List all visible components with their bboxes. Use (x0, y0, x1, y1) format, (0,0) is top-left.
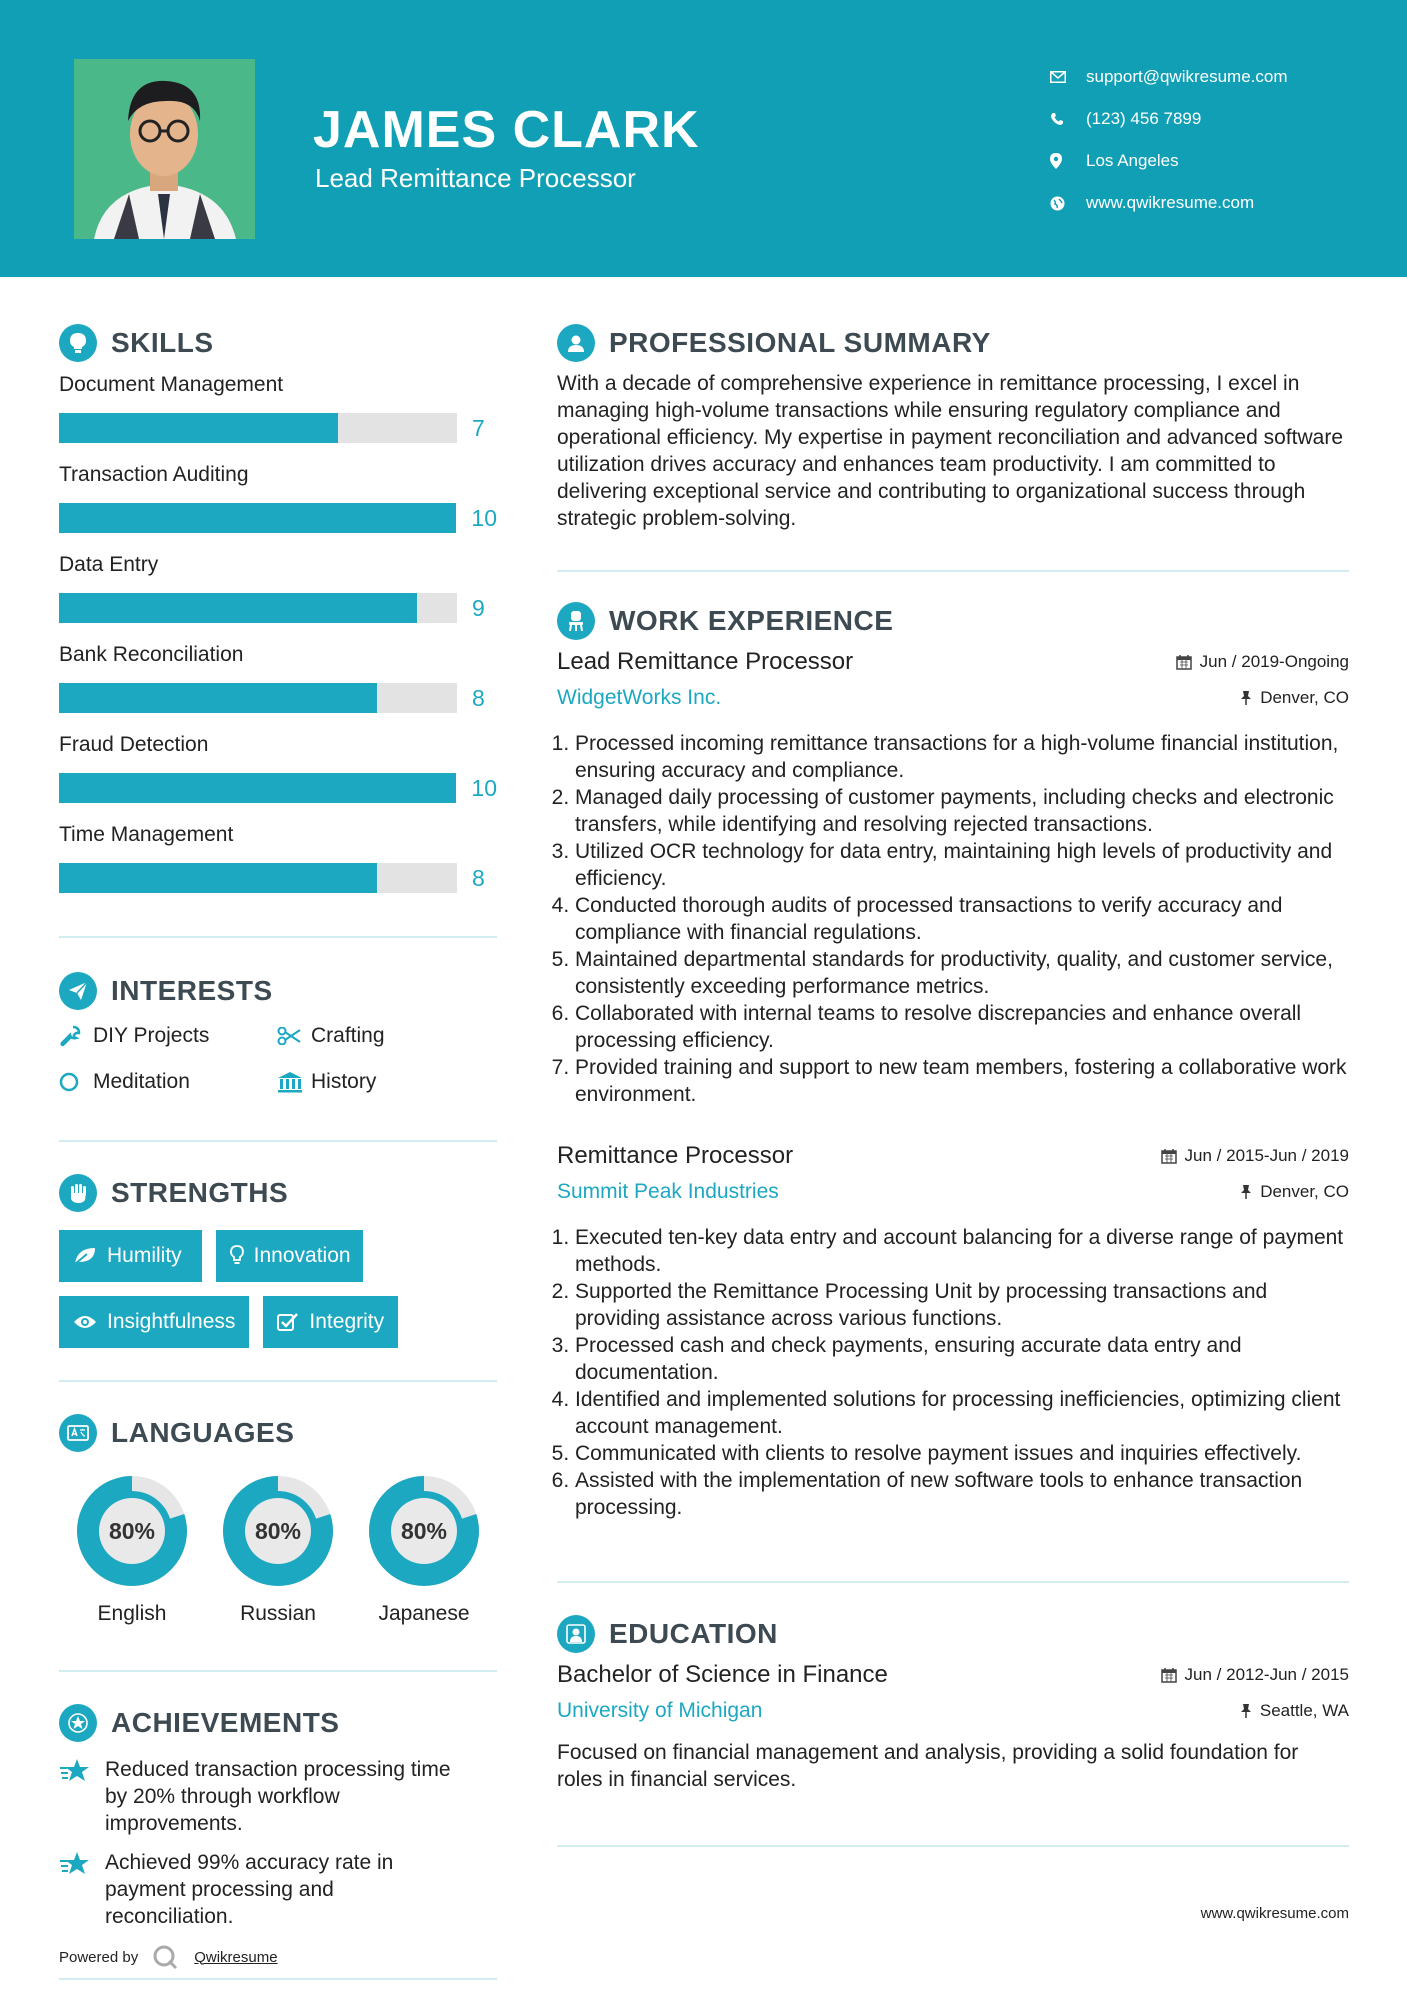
strength-chip: Humility (59, 1230, 202, 1282)
skill-item (59, 730, 497, 816)
job-title: Lead Remittance Processor (557, 648, 854, 675)
duty-item: 3. Utilized OCR technology for data entry, maintaining high levels of productivity and efficiency. (575, 838, 1349, 892)
scissors-icon (277, 1027, 311, 1045)
language-name: Russian (240, 1602, 316, 1625)
section-divider (557, 570, 1349, 572)
star-badge-icon (59, 1704, 97, 1742)
experience-heading: WORK EXPERIENCE (557, 598, 1349, 644)
lightbulb-icon (59, 324, 97, 362)
resume-header (0, 0, 1407, 277)
school-name: University of Michigan (557, 1699, 763, 1722)
duty-item: 4. Conducted thorough audits of processed transactions to verify accuracy and compliance with financial regulations. (575, 892, 1349, 946)
duty-item: 3. Processed cash and check payments, ensuring accurate data entry and documentation. (575, 1332, 1349, 1386)
candidate-name: JAMES CLARK (313, 101, 700, 159)
calendar-icon (1161, 1667, 1177, 1683)
language-gauge (71, 1470, 193, 1592)
phone-icon (1050, 112, 1086, 126)
star-icon (59, 1849, 105, 1930)
skill-bar (59, 773, 456, 803)
duty-item: 1. Executed ten-key data entry and account balancing for a diverse range of payment methods. (575, 1224, 1349, 1278)
leaf-icon (73, 1246, 97, 1266)
powered-by-link[interactable]: Qwikresume (194, 1948, 278, 1966)
skill-value: 10 (471, 774, 497, 801)
company-name: WidgetWorks Inc. (557, 686, 722, 709)
skills-list (59, 370, 497, 906)
duty-item: 2. Supported the Remittance Processing Unit by processing transactions and providing assistance across various functions. (575, 1278, 1349, 1332)
section-divider (557, 1845, 1349, 1847)
duty-item: 1. Processed incoming remittance transactions for a high-volume financial institution, ensuring accuracy and compliance. (575, 730, 1349, 784)
skill-item (59, 640, 497, 726)
section-divider (59, 1978, 497, 1980)
languages-heading: LANGUAGES (59, 1410, 497, 1456)
star-icon (59, 1756, 105, 1837)
strength-chip: Innovation (216, 1230, 363, 1282)
education-entry (557, 1657, 1349, 1793)
duties-list (557, 730, 1349, 1108)
section-divider (59, 1670, 497, 1672)
interest-item: History (277, 1064, 477, 1100)
language-item (205, 1470, 351, 1626)
skill-value: 10 (471, 504, 497, 531)
job-location: Denver, CO (1240, 688, 1349, 708)
strengths-list (59, 1230, 497, 1348)
skill-bar (59, 503, 456, 533)
skill-value: 9 (472, 594, 485, 621)
skill-name: Fraud Detection (59, 733, 209, 756)
right-column (557, 320, 1349, 1847)
job-entry (557, 644, 1349, 1108)
job-date: Jun / 2015-Jun / 2019 (1161, 1146, 1349, 1166)
calendar-icon (1161, 1148, 1177, 1164)
skill-value: 7 (472, 414, 485, 441)
candidate-title: Lead Remittance Processor (315, 163, 636, 193)
job-title: Remittance Processor (557, 1142, 794, 1169)
section-divider (59, 1380, 497, 1382)
duty-item: 2. Managed daily processing of customer payments, including checks and electronic transfers, while identifying and resolving rejected transactions. (575, 784, 1349, 838)
eye-icon (73, 1314, 97, 1330)
summary-text: With a decade of comprehensive experience in remittance processing, I excel in managing high-volume transactions while ensuring regulatory compliance and operational efficiency. My expertise in payment reconciliation and advanced software utilization drives accuracy and enhances team productivity. I am committed to delivering exceptional service and contributing to organizational success through strategic problem-solving. (557, 372, 1343, 530)
summary-heading: PROFESSIONAL SUMMARY (557, 320, 1349, 366)
skill-bar (59, 863, 457, 893)
svg-text:80%: 80% (108, 1518, 156, 1544)
strength-chip: Integrity (263, 1296, 398, 1348)
qwikresume-logo-icon (152, 1944, 180, 1970)
language-gauge (217, 1470, 339, 1592)
achievement-item: Reduced transaction processing time by 20% through workflow improvements. (59, 1756, 497, 1837)
language-item (351, 1470, 497, 1626)
calendar-icon (1176, 654, 1192, 670)
duty-item: 5. Communicated with clients to resolve payment issues and inquiries effectively. (575, 1440, 1349, 1467)
achievements-list (59, 1756, 497, 1930)
skills-heading: SKILLS (59, 320, 497, 366)
contact-website[interactable]: www.qwikresume.com (1050, 182, 1288, 224)
skill-item (59, 460, 497, 546)
skill-item (59, 820, 497, 906)
paper-plane-icon (59, 972, 97, 1010)
duty-item: 6. Collaborated with internal teams to resolve discrepancies and enhance overall processing efficiency. (575, 1000, 1349, 1054)
skill-item (59, 550, 497, 636)
fist-icon (59, 1174, 97, 1212)
contact-email[interactable]: support@qwikresume.com (1050, 56, 1288, 98)
lightbulb-icon (230, 1245, 244, 1267)
skill-value: 8 (472, 684, 485, 711)
language-name: Japanese (378, 1602, 470, 1625)
education-date: Jun / 2012-Jun / 2015 (1161, 1665, 1349, 1685)
footer-website-link[interactable]: www.qwikresume.com (1200, 1905, 1349, 1922)
duties-list (557, 1224, 1349, 1521)
contact-list (1050, 56, 1288, 224)
skill-bar (59, 683, 457, 713)
language-gauge (363, 1470, 485, 1592)
section-divider (557, 1581, 1349, 1583)
job-entry (557, 1138, 1349, 1521)
skill-name: Data Entry (59, 553, 159, 576)
left-column (59, 320, 497, 1980)
museum-icon (277, 1071, 311, 1093)
chair-icon (557, 602, 595, 640)
pushpin-icon (1240, 1703, 1252, 1719)
achievements-heading: ACHIEVEMENTS (59, 1700, 497, 1746)
map-pin-icon (1050, 153, 1086, 169)
duty-item: 4. Identified and implemented solutions for processing inefficiencies, optimizing client account management. (575, 1386, 1349, 1440)
profile-photo (74, 59, 255, 239)
languages-list (59, 1470, 497, 1626)
globe-icon (1050, 196, 1086, 211)
pushpin-icon (1240, 690, 1252, 706)
skill-value: 8 (472, 864, 485, 891)
wrench-icon (59, 1025, 93, 1047)
skill-bar (59, 593, 457, 623)
duty-item: 5. Maintained departmental standards for productivity, quality, and customer service, consistently exceeding performance metrics. (575, 946, 1349, 1000)
duty-item: 6. Assisted with the implementation of new software tools to enhance transaction processing. (575, 1467, 1349, 1521)
circle-icon (59, 1071, 93, 1093)
company-name: Summit Peak Industries (557, 1180, 779, 1203)
strengths-heading: STRENGTHS (59, 1170, 497, 1216)
svg-text:80%: 80% (400, 1518, 448, 1544)
education-heading: EDUCATION (557, 1611, 1349, 1657)
checkbox-icon (277, 1312, 299, 1332)
interest-item: DIY Projects (59, 1018, 277, 1054)
degree-title: Bachelor of Science in Finance (557, 1661, 888, 1688)
skill-item (59, 370, 497, 456)
language-name: English (97, 1602, 167, 1625)
interest-item: Crafting (277, 1018, 477, 1054)
skill-name: Bank Reconciliation (59, 643, 244, 666)
duty-item: 7. Provided training and support to new team members, fostering a collaborative work environment. (575, 1054, 1349, 1108)
job-location: Denver, CO (1240, 1182, 1349, 1202)
translate-icon (59, 1414, 97, 1452)
section-divider (59, 1140, 497, 1142)
section-divider (59, 936, 497, 938)
skill-name: Transaction Auditing (59, 463, 249, 486)
language-item (59, 1470, 205, 1626)
interest-item: Meditation (59, 1064, 277, 1100)
strength-chip: Insightfulness (59, 1296, 249, 1348)
skill-name: Document Management (59, 373, 284, 396)
user-icon (557, 324, 595, 362)
powered-by: Powered by Qwikresume (59, 1940, 497, 1974)
skill-bar (59, 413, 457, 443)
achievement-item: Achieved 99% accuracy rate in payment processing and reconciliation. (59, 1849, 497, 1930)
job-date: Jun / 2019-Ongoing (1176, 652, 1349, 672)
svg-text:80%: 80% (254, 1518, 302, 1544)
contact-location: Los Angeles (1050, 140, 1288, 182)
pushpin-icon (1240, 1184, 1252, 1200)
education-location: Seattle, WA (1240, 1701, 1349, 1721)
contact-phone[interactable]: (123) 456 7899 (1050, 98, 1288, 140)
interests-list (59, 1018, 497, 1100)
envelope-icon (1050, 71, 1086, 83)
education-description: Focused on financial management and analysis, providing a solid foundation for roles in financial services. (557, 1741, 1299, 1791)
graduate-icon (557, 1615, 595, 1653)
interests-heading: INTERESTS (59, 968, 497, 1014)
skill-name: Time Management (59, 823, 234, 846)
